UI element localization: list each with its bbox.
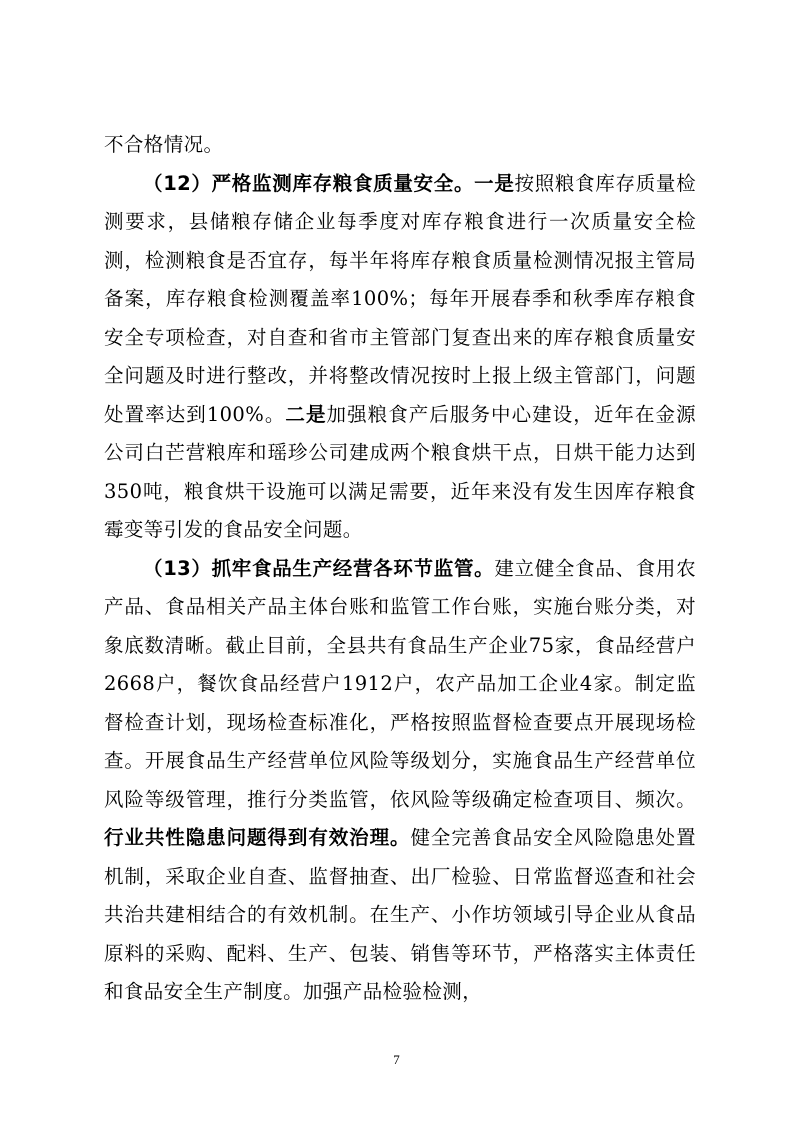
section-13-text-2: 健全完善食品安全风险隐患处置机制，采取企业自查、监督抽查、出厂检验、日常监督巡查和社会共治共建相结合的有效机制。在生产、小作坊领域引导企业从食品原料的采购、配料、生产、包装、销售等环节，严格落实主体责任和食品安全生产制度。加强产品检验检测，: [104, 826, 696, 1003]
section-12-paragraph: [104, 165, 696, 550]
section-13-paragraph: [104, 550, 696, 1012]
section-12-heading: （12）严格监测库存粮食质量安全。: [143, 171, 475, 195]
section-13-heading: （13）抓牢食品生产经营各环节监管。: [143, 556, 495, 580]
section-12-first-label: 一是: [474, 171, 515, 195]
section-12-second-label: 二是: [285, 402, 327, 426]
section-12-first-text: 按照粮食库存质量检测要求，县储粮存储企业每季度对库存粮食进行一次质量安全检测，检测粮食是否宜存，每半年将库存粮食质量检测情况报主管局备案，库存粮食检测覆盖率100%；每年开展春季和秋季库存粮食安全专项检查，对自查和省市主管部门复查出来的库存粮食质量安全问题及时进行整改，并将整改情况按时上报上级主管部门，问题处置率达到100%。: [104, 171, 696, 426]
section-13-subheading: 行业共性隐患问题得到有效治理。: [104, 826, 411, 849]
continuation-text: 不合格情况。: [104, 133, 224, 156]
document-body: [104, 126, 696, 1012]
section-12-second-text: 加强粮食产后服务中心建设，近年在金源公司白芒营粮库和瑶珍公司建成两个粮食烘干点，日烘干能力达到350吨，粮食烘干设施可以满足需要，近年来没有发生因库存粮食霉变等引发的食品安全问题。: [104, 402, 697, 541]
page-number: 7: [393, 1052, 400, 1067]
continuation-paragraph: [104, 126, 696, 165]
section-13-text-1: 建立健全食品、食用农产品、食品相关产品主体台账和监管工作台账，实施台账分类，对象底数清晰。截止目前，全县共有食品生产企业75家，食品经营户2668户，餐饮食品经营户1912户，农产品加工企业4家。制定监督检查计划，现场检查标准化，严格按照监督检查要点开展现场检查。开展食品生产经营单位风险等级划分，实施食品生产经营单位风险等级管理，推行分类监管，依风险等级确定检查项目、频次。: [104, 556, 696, 811]
